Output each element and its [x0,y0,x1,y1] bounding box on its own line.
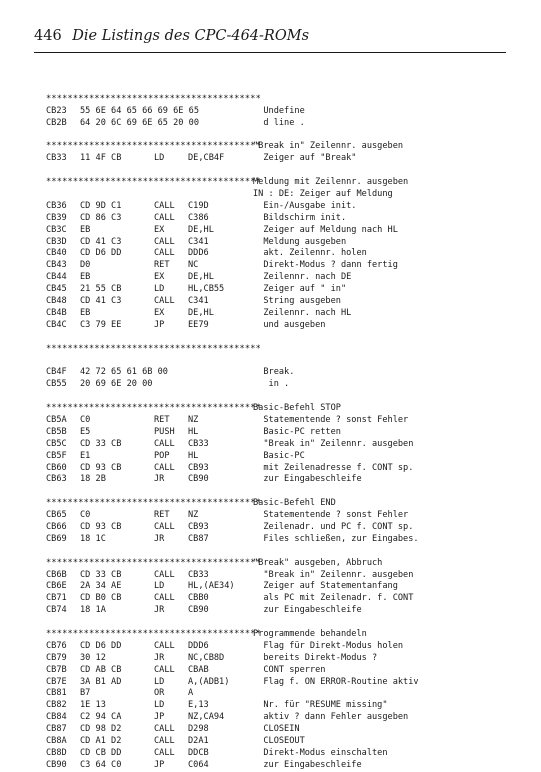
blank-line [46,355,516,367]
opcode-bytes: CD 93 CB [80,521,122,532]
listing-row [46,367,516,379]
listing-row [46,296,516,308]
address: CB48 [46,296,67,307]
listing-row [46,308,516,320]
address: CB3D [46,236,67,247]
comment: Zeilenadr. und PC f. CONT sp. [253,521,414,532]
comment: Direkt-Modus ? dann fertig [253,260,398,271]
listing-row [46,510,516,522]
comment: und ausgeben [253,319,326,330]
address: CB2B [46,117,67,128]
opcode-bytes: 11 4F CB [80,153,122,164]
comment: Break. [253,367,295,378]
operand: C19D [188,200,209,211]
opcode-bytes: EB [80,307,91,318]
opcode-bytes: CD 86 C3 [80,212,122,223]
listing-row [46,653,516,665]
address: CB60 [46,462,67,473]
mnemonic: PUSH [154,426,175,437]
operand: C386 [188,212,209,223]
comment: mit Zeilenadresse f. CONT sp. [253,462,414,473]
listing-row [46,320,516,332]
section-heading: "Break" ausgeben, Abbruch [253,557,383,568]
comment: "Break in" Zeilennr. ausgeben [253,438,414,449]
operand: C341 [188,236,209,247]
address: CB82 [46,700,67,711]
address: CB4C [46,319,67,330]
comment: Statementende ? sonst Fehler [253,414,409,425]
operand: CB87 [188,533,209,544]
opcode-bytes: C0 [80,414,91,425]
comment: d line . [253,117,305,128]
section-heading: IN : DE: Zeiger auf Meldung [253,189,393,200]
section-heading: Basic-Befehl END [253,498,336,509]
comment: als PC mit Zeilenadr. f. CONT [253,593,414,604]
comment: Flag für Direkt-Modus holen [253,640,404,651]
opcode-bytes: CD 98 D2 [80,724,122,735]
mnemonic: JR [154,652,165,663]
opcode-bytes: CD D6 DD [80,640,122,651]
opcode-bytes: CD 93 CB [80,462,122,473]
mnemonic: CALL [154,296,175,307]
address: CB5A [46,414,67,425]
address: CB44 [46,272,67,283]
mnemonic: CALL [154,248,175,259]
asterisk-separator: **************************************** [46,177,261,188]
comment: Basic-PC retten [253,426,341,437]
address: CB65 [46,510,67,521]
listing-row [46,700,516,712]
comment: Ein-/Ausgabe init. [253,200,357,211]
mnemonic: CALL [154,521,175,532]
opcode-bytes: EB [80,224,91,235]
operand: CB93 [188,462,209,473]
mnemonic: CALL [154,462,175,473]
section-heading: Basic-Befehl STOP [253,403,341,414]
asterisk-separator: **************************************** [46,628,261,639]
operand: NZ [188,414,199,425]
listing-row [46,605,516,617]
blank-line [46,165,516,177]
comment: zur Eingabeschleife [253,759,362,770]
section-heading-line [46,189,516,201]
mnemonic: POP [154,450,170,461]
operand: NC [188,260,199,271]
listing-row [46,415,516,427]
address: CB69 [46,533,67,544]
comment: Basic-PC [253,450,305,461]
operand: EE79 [188,319,209,330]
separator-line [46,141,516,153]
mnemonic: CALL [154,664,175,675]
asterisk-separator: **************************************** [46,403,261,414]
mnemonic: LD [154,284,165,295]
operand: DDCB [188,747,209,758]
address: CB8D [46,747,67,758]
listing-row [46,106,516,118]
opcode-bytes: D0 [80,260,91,271]
comment: Nr. für "RESUME missing" [253,700,388,711]
opcode-bytes: CD CB DD [80,747,122,758]
operand: D298 [188,724,209,735]
address: CB6E [46,581,67,592]
address: CB33 [46,153,67,164]
operand: DE,HL [188,307,214,318]
listing-row [46,201,516,213]
opcode-bytes: C3 79 EE [80,319,122,330]
address: CB7E [46,676,67,687]
opcode-bytes: CD B0 CB [80,593,122,604]
mnemonic: RET [154,510,170,521]
listing-row [46,260,516,272]
address: CB40 [46,248,67,259]
mnemonic: JR [154,533,165,544]
blank-line [46,486,516,498]
operand: HL,(AE34) [188,581,235,592]
address: CB5B [46,426,67,437]
mnemonic: EX [154,272,165,283]
comment: Zeilennr. nach HL [253,307,352,318]
opcode-bytes: E1 [80,450,91,461]
listing-row [46,225,516,237]
operand: E,13 [188,700,209,711]
mnemonic: CALL [154,212,175,223]
blank-line [46,130,516,142]
operand: CBB0 [188,593,209,604]
page-title: Die Listings des CPC-464-ROMs [72,28,310,44]
separator-line [46,403,516,415]
opcode-bytes: 55 6E 64 65 66 69 6E 65 [80,105,199,116]
separator-line [46,498,516,510]
comment: CLOSEOUT [253,735,305,746]
opcode-bytes: CD A1 D2 [80,735,122,746]
operand: DDD6 [188,640,209,651]
comment: CLOSEIN [253,724,300,735]
mnemonic: JP [154,319,165,330]
listing-row [46,213,516,225]
operand: C341 [188,296,209,307]
operand: CB90 [188,474,209,485]
listing-row [46,570,516,582]
page-number: 446 [34,28,62,44]
opcode-bytes: CD D6 DD [80,248,122,259]
operand: NZ [188,510,199,521]
operand: DE,CB4F [188,153,225,164]
opcode-bytes: B7 [80,688,91,699]
comment: Flag f. ON ERROR-Routine aktiv [253,676,419,687]
address: CB55 [46,379,67,390]
operand: A,(ADB1) [188,676,230,687]
separator-line [46,344,516,356]
listing-row [46,272,516,284]
address: CB7B [46,664,67,675]
mnemonic: OR [154,688,165,699]
comment: Zeiger auf " in" [253,284,347,295]
operand: DDD6 [188,248,209,259]
listing-row [46,237,516,249]
address: CB90 [46,759,67,770]
listing-row [46,724,516,736]
operand: CB90 [188,605,209,616]
mnemonic: JP [154,759,165,770]
address: CB39 [46,212,67,223]
separator-line [46,558,516,570]
listing-row [46,379,516,391]
opcode-bytes: 2A 34 AE [80,581,122,592]
mnemonic: CALL [154,735,175,746]
comment: Zeilennr. nach DE [253,272,352,283]
address: CB6B [46,569,67,580]
mnemonic: JP [154,712,165,723]
mnemonic: RET [154,260,170,271]
listing-row [46,427,516,439]
opcode-bytes: 18 1C [80,533,106,544]
listing-row [46,641,516,653]
comment: Files schließen, zur Eingabes. [253,533,419,544]
comment: aktiv ? dann Fehler ausgeben [253,712,409,723]
comment: CONT sperren [253,664,326,675]
blank-line [46,546,516,558]
operand: A [188,688,194,699]
listing-row [46,748,516,760]
comment: akt. Zeilennr. holen [253,248,367,259]
comment: zur Eingabeschleife [253,474,362,485]
address: CB36 [46,200,67,211]
mnemonic: CALL [154,724,175,735]
address: CB76 [46,640,67,651]
listing-row [46,248,516,260]
operand: NZ,CA94 [188,712,225,723]
comment: "Break in" Zeilennr. ausgeben [253,569,414,580]
address: CB5C [46,438,67,449]
comment: Undefine [253,105,305,116]
asterisk-separator: **************************************** [46,93,261,104]
comment: Direkt-Modus einschalten [253,747,388,758]
comment: String ausgeben [253,296,341,307]
mnemonic: JR [154,605,165,616]
listing-row [46,593,516,605]
operand: HL [188,426,199,437]
operand: CB93 [188,521,209,532]
mnemonic: JR [154,474,165,485]
mnemonic: CALL [154,438,175,449]
mnemonic: CALL [154,200,175,211]
operand: DE,HL [188,224,214,235]
separator-line [46,94,516,106]
listing-row [46,153,516,165]
mnemonic: EX [154,307,165,318]
operand: DE,HL [188,272,214,283]
address: CB4B [46,307,67,318]
comment: in . [253,379,290,390]
opcode-bytes: E5 [80,426,91,437]
mnemonic: LD [154,153,165,164]
opcode-bytes: 18 2B [80,474,106,485]
address: CB81 [46,688,67,699]
opcode-bytes: 42 72 65 61 6B 00 [80,367,168,378]
opcode-bytes: EB [80,272,91,283]
operand: HL [188,450,199,461]
operand: NC,CB8D [188,652,225,663]
mnemonic: LD [154,581,165,592]
asterisk-separator: **************************************** [46,141,261,152]
opcode-bytes: CD AB CB [80,664,122,675]
listing-row [46,451,516,463]
section-heading: "Break in" Zeilennr. ausgeben [253,141,404,152]
operand: CBAB [188,664,209,675]
address: CB71 [46,593,67,604]
comment: zur Eingabeschleife [253,605,362,616]
listing-row [46,712,516,724]
mnemonic: LD [154,700,165,711]
opcode-bytes: CD 41 C3 [80,296,122,307]
section-heading: Meldung mit Zeilennr. ausgeben [253,177,409,188]
comment: Bildschirm init. [253,212,347,223]
listing-row [46,581,516,593]
mnemonic: CALL [154,593,175,604]
asterisk-separator: **************************************** [46,498,261,509]
address: CB66 [46,521,67,532]
listing-row [46,118,516,130]
address: CB23 [46,105,67,116]
mnemonic: CALL [154,640,175,651]
comment: Zeiger auf "Break" [253,153,357,164]
section-heading: Programmende behandeln [253,628,367,639]
listing-row [46,688,516,700]
operand: D2A1 [188,735,209,746]
comment: Zeiger auf Meldung nach HL [253,224,398,235]
listing-row [46,439,516,451]
opcode-bytes: 21 55 CB [80,284,122,295]
listing-row [46,284,516,296]
mnemonic: CALL [154,236,175,247]
operand: CB33 [188,438,209,449]
blank-line [46,391,516,403]
address: CB74 [46,605,67,616]
opcode-bytes: 20 69 6E 20 00 [80,379,153,390]
page-header [34,28,504,44]
operand: HL,CB55 [188,284,225,295]
mnemonic: RET [154,414,170,425]
listing-row [46,665,516,677]
opcode-bytes: 64 20 6C 69 6E 65 20 00 [80,117,199,128]
listing-row [46,677,516,689]
asterisk-separator: **************************************** [46,557,261,568]
opcode-bytes: 3A B1 AD [80,676,122,687]
listing-row [46,760,516,772]
blank-line [46,617,516,629]
comment: Zeiger auf Statementanfang [253,581,398,592]
asterisk-separator: **************************************** [46,343,261,354]
operand: C064 [188,759,209,770]
address: CB87 [46,724,67,735]
opcode-bytes: C2 94 CA [80,712,122,723]
listing-row [46,474,516,486]
opcode-bytes: CD 33 CB [80,438,122,449]
comment: Meldung ausgeben [253,236,347,247]
mnemonic: CALL [154,747,175,758]
operand: CB33 [188,569,209,580]
listing-row [46,463,516,475]
opcode-bytes: CD 9D C1 [80,200,122,211]
address: CB5F [46,450,67,461]
comment: bereits Direkt-Modus ? [253,652,378,663]
opcode-bytes: C0 [80,510,91,521]
opcode-bytes: 30 12 [80,652,106,663]
opcode-bytes: 1E 13 [80,700,106,711]
header-rule [34,52,506,53]
listing-row [46,736,516,748]
opcode-bytes: 18 1A [80,605,106,616]
address: CB4F [46,367,67,378]
mnemonic: EX [154,224,165,235]
blank-line [46,332,516,344]
comment: Statementende ? sonst Fehler [253,510,409,521]
address: CB3C [46,224,67,235]
address: CB79 [46,652,67,663]
address: CB63 [46,474,67,485]
opcode-bytes: C3 64 C0 [80,759,122,770]
mnemonic: CALL [154,569,175,580]
address: CB84 [46,712,67,723]
address: CB45 [46,284,67,295]
listing-row [46,522,516,534]
listing-row [46,534,516,546]
blank-line [46,82,516,94]
opcode-bytes: CD 33 CB [80,569,122,580]
separator-line [46,629,516,641]
mnemonic: LD [154,676,165,687]
assembly-listing [46,82,516,772]
address: CB8A [46,735,67,746]
opcode-bytes: CD 41 C3 [80,236,122,247]
address: CB43 [46,260,67,271]
separator-line [46,177,516,189]
